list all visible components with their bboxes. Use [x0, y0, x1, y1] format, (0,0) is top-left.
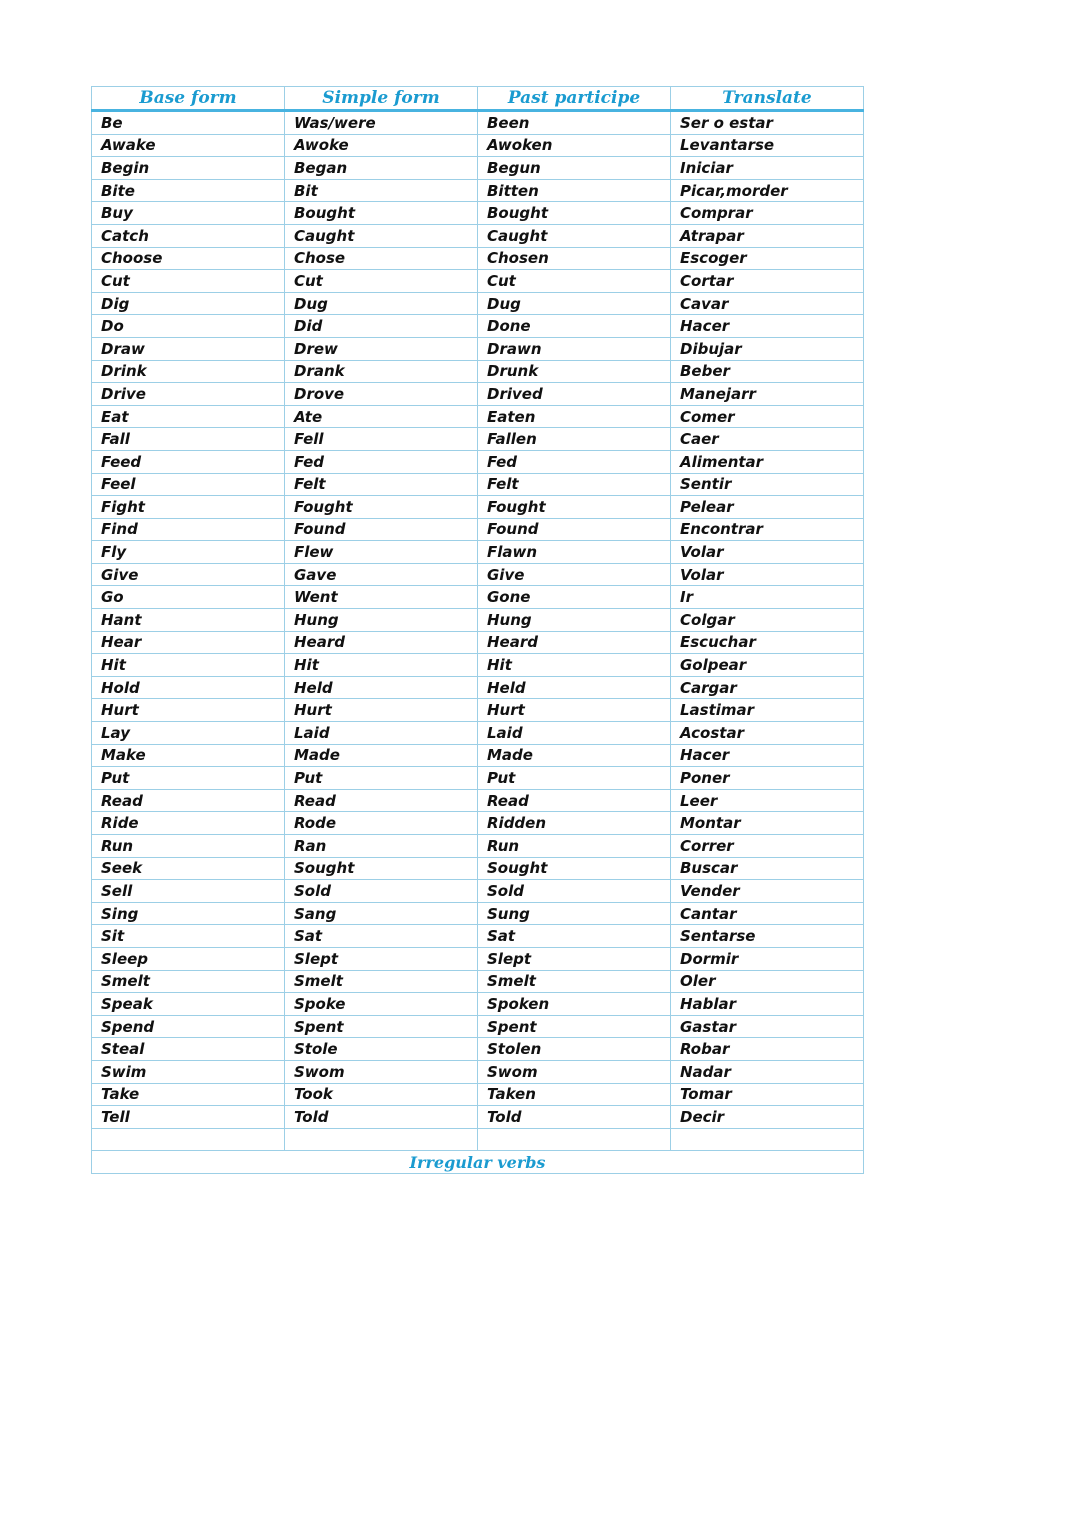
cell-translate: Hablar: [671, 993, 864, 1016]
table-row: [92, 315, 864, 338]
cell-past-participle: Drunk: [478, 360, 671, 383]
cell-past-participle: Smelt: [478, 970, 671, 993]
table-row: [92, 202, 864, 225]
cell-simple-form: Sold: [285, 880, 478, 903]
cell-past-participle: Felt: [478, 473, 671, 496]
cell-simple-form: Began: [285, 157, 478, 180]
cell-translate: Picar,morder: [671, 179, 864, 202]
table-row: [92, 699, 864, 722]
cell-past-participle: Give: [478, 563, 671, 586]
cell-translate: Hacer: [671, 315, 864, 338]
table-row: [92, 157, 864, 180]
cell-translate: Alimentar: [671, 450, 864, 473]
cell-past-participle: Swom: [478, 1060, 671, 1083]
cell-translate: Ir: [671, 586, 864, 609]
cell-past-participle: Ridden: [478, 812, 671, 835]
table-body: [92, 111, 864, 1151]
cell-simple-form: Did: [285, 315, 478, 338]
cell-base-form: Dig: [92, 292, 285, 315]
table-row: [92, 947, 864, 970]
cell-translate: Comer: [671, 405, 864, 428]
cell-simple-form: Stole: [285, 1038, 478, 1061]
cell-base-form: Eat: [92, 405, 285, 428]
cell-translate: Manejarr: [671, 383, 864, 406]
cell-simple-form: Put: [285, 767, 478, 790]
table-row: [92, 518, 864, 541]
cell-translate: Poner: [671, 767, 864, 790]
table-row: [92, 835, 864, 858]
table-row: [92, 1015, 864, 1038]
footer-row: [92, 1151, 864, 1174]
cell-translate: Volar: [671, 541, 864, 564]
table-row: [92, 857, 864, 880]
cell-simple-form: Gave: [285, 563, 478, 586]
table-row: [92, 925, 864, 948]
cell-past-participle: Made: [478, 744, 671, 767]
cell-past-participle: Slept: [478, 947, 671, 970]
cell-past-participle: Sung: [478, 902, 671, 925]
cell-simple-form: Ran: [285, 835, 478, 858]
cell-base-form: Find: [92, 518, 285, 541]
table-row: [92, 767, 864, 790]
table-row: [92, 247, 864, 270]
table-row: [92, 722, 864, 745]
cell-past-participle: Gone: [478, 586, 671, 609]
cell-base-form: Steal: [92, 1038, 285, 1061]
cell-base-form: Drive: [92, 383, 285, 406]
table-footer: [92, 1151, 864, 1174]
cell-past-participle: Hit: [478, 654, 671, 677]
cell-base-form: Sleep: [92, 947, 285, 970]
cell-base-form: Lay: [92, 722, 285, 745]
cell-past-participle: Been: [478, 111, 671, 135]
empty-cell: [671, 1128, 864, 1151]
cell-past-participle: Sold: [478, 880, 671, 903]
cell-translate: Escoger: [671, 247, 864, 270]
cell-simple-form: Bit: [285, 179, 478, 202]
table-row: [92, 428, 864, 451]
cell-translate: Sentarse: [671, 925, 864, 948]
table-row: [92, 609, 864, 632]
cell-translate: Escuchar: [671, 631, 864, 654]
cell-past-participle: Drawn: [478, 337, 671, 360]
cell-translate: Buscar: [671, 857, 864, 880]
cell-base-form: Cut: [92, 270, 285, 293]
cell-base-form: Fight: [92, 496, 285, 519]
cell-translate: Tomar: [671, 1083, 864, 1106]
table-row: [92, 789, 864, 812]
table-row: [92, 880, 864, 903]
cell-simple-form: Awoke: [285, 134, 478, 157]
table-row: [92, 224, 864, 247]
cell-past-participle: Hung: [478, 609, 671, 632]
cell-translate: Encontrar: [671, 518, 864, 541]
cell-past-participle: Taken: [478, 1083, 671, 1106]
cell-simple-form: Rode: [285, 812, 478, 835]
cell-base-form: Feel: [92, 473, 285, 496]
cell-past-participle: Run: [478, 835, 671, 858]
cell-translate: Nadar: [671, 1060, 864, 1083]
cell-base-form: Put: [92, 767, 285, 790]
cell-base-form: Give: [92, 563, 285, 586]
cell-simple-form: Cut: [285, 270, 478, 293]
cell-base-form: Do: [92, 315, 285, 338]
cell-translate: Oler: [671, 970, 864, 993]
cell-simple-form: Chose: [285, 247, 478, 270]
cell-translate: Colgar: [671, 609, 864, 632]
table-row: [92, 993, 864, 1016]
table-row: [92, 337, 864, 360]
cell-simple-form: Spoke: [285, 993, 478, 1016]
cell-base-form: Hant: [92, 609, 285, 632]
cell-past-participle: Laid: [478, 722, 671, 745]
cell-base-form: Begin: [92, 157, 285, 180]
cell-simple-form: Fed: [285, 450, 478, 473]
cell-past-participle: Chosen: [478, 247, 671, 270]
cell-past-participle: Cut: [478, 270, 671, 293]
table-row: [92, 1083, 864, 1106]
table-row: [92, 405, 864, 428]
cell-simple-form: Swom: [285, 1060, 478, 1083]
cell-simple-form: Read: [285, 789, 478, 812]
cell-base-form: Sit: [92, 925, 285, 948]
table-row: [92, 270, 864, 293]
empty-row: [92, 1128, 864, 1151]
cell-translate: Cantar: [671, 902, 864, 925]
cell-translate: Beber: [671, 360, 864, 383]
cell-past-participle: Bought: [478, 202, 671, 225]
cell-translate: Dibujar: [671, 337, 864, 360]
cell-translate: Cavar: [671, 292, 864, 315]
cell-simple-form: Spent: [285, 1015, 478, 1038]
cell-simple-form: Took: [285, 1083, 478, 1106]
cell-past-participle: Caught: [478, 224, 671, 247]
cell-past-participle: Eaten: [478, 405, 671, 428]
cell-simple-form: Went: [285, 586, 478, 609]
cell-past-participle: Flawn: [478, 541, 671, 564]
cell-base-form: Take: [92, 1083, 285, 1106]
cell-simple-form: Drank: [285, 360, 478, 383]
cell-past-participle: Spoken: [478, 993, 671, 1016]
cell-simple-form: Caught: [285, 224, 478, 247]
cell-translate: Atrapar: [671, 224, 864, 247]
cell-simple-form: Sat: [285, 925, 478, 948]
cell-simple-form: Hit: [285, 654, 478, 677]
empty-cell: [478, 1128, 671, 1151]
cell-past-participle: Spent: [478, 1015, 671, 1038]
table-row: [92, 654, 864, 677]
table-row: [92, 902, 864, 925]
cell-simple-form: Told: [285, 1106, 478, 1129]
cell-translate: Robar: [671, 1038, 864, 1061]
table-row: [92, 292, 864, 315]
cell-past-participle: Bitten: [478, 179, 671, 202]
table-row: [92, 496, 864, 519]
table-row: [92, 744, 864, 767]
cell-simple-form: Laid: [285, 722, 478, 745]
cell-past-participle: Dug: [478, 292, 671, 315]
cell-translate: Pelear: [671, 496, 864, 519]
table-row: [92, 812, 864, 835]
cell-base-form: Be: [92, 111, 285, 135]
cell-base-form: Read: [92, 789, 285, 812]
cell-past-participle: Read: [478, 789, 671, 812]
cell-translate: Hacer: [671, 744, 864, 767]
cell-translate: Cargar: [671, 676, 864, 699]
cell-translate: Vender: [671, 880, 864, 903]
cell-past-participle: Told: [478, 1106, 671, 1129]
cell-past-participle: Sought: [478, 857, 671, 880]
cell-simple-form: Sought: [285, 857, 478, 880]
cell-simple-form: Slept: [285, 947, 478, 970]
header-translate: Translate: [671, 87, 864, 111]
table-row: [92, 676, 864, 699]
cell-translate: Correr: [671, 835, 864, 858]
table-row: [92, 360, 864, 383]
cell-base-form: Fly: [92, 541, 285, 564]
table-row: [92, 473, 864, 496]
cell-base-form: Drink: [92, 360, 285, 383]
cell-simple-form: Hurt: [285, 699, 478, 722]
cell-base-form: Smelt: [92, 970, 285, 993]
cell-past-participle: Heard: [478, 631, 671, 654]
cell-simple-form: Heard: [285, 631, 478, 654]
empty-cell: [285, 1128, 478, 1151]
cell-past-participle: Begun: [478, 157, 671, 180]
cell-base-form: Seek: [92, 857, 285, 880]
cell-translate: Dormir: [671, 947, 864, 970]
cell-translate: Montar: [671, 812, 864, 835]
cell-simple-form: Drove: [285, 383, 478, 406]
cell-translate: Acostar: [671, 722, 864, 745]
cell-base-form: Buy: [92, 202, 285, 225]
cell-past-participle: Awoken: [478, 134, 671, 157]
cell-simple-form: Felt: [285, 473, 478, 496]
cell-past-participle: Done: [478, 315, 671, 338]
table-row: [92, 450, 864, 473]
table-row: [92, 134, 864, 157]
table-row: [92, 563, 864, 586]
cell-simple-form: Found: [285, 518, 478, 541]
cell-base-form: Hold: [92, 676, 285, 699]
cell-simple-form: Hung: [285, 609, 478, 632]
header-row: [92, 87, 864, 111]
cell-translate: Iniciar: [671, 157, 864, 180]
cell-translate: Gastar: [671, 1015, 864, 1038]
cell-past-participle: Found: [478, 518, 671, 541]
cell-translate: Golpear: [671, 654, 864, 677]
cell-base-form: Choose: [92, 247, 285, 270]
table-row: [92, 179, 864, 202]
cell-translate: Levantarse: [671, 134, 864, 157]
table-row: [92, 970, 864, 993]
cell-simple-form: Flew: [285, 541, 478, 564]
cell-past-participle: Hurt: [478, 699, 671, 722]
cell-base-form: Feed: [92, 450, 285, 473]
table-header: [92, 87, 864, 111]
cell-simple-form: Bought: [285, 202, 478, 225]
cell-translate: Caer: [671, 428, 864, 451]
cell-translate: Lastimar: [671, 699, 864, 722]
cell-base-form: Tell: [92, 1106, 285, 1129]
cell-base-form: Swim: [92, 1060, 285, 1083]
cell-translate: Cortar: [671, 270, 864, 293]
cell-base-form: Hear: [92, 631, 285, 654]
cell-base-form: Hurt: [92, 699, 285, 722]
empty-cell: [92, 1128, 285, 1151]
cell-base-form: Sell: [92, 880, 285, 903]
irregular-verbs-table: [91, 86, 864, 1174]
cell-base-form: Ride: [92, 812, 285, 835]
header-simple-form: Simple form: [285, 87, 478, 111]
cell-base-form: Sing: [92, 902, 285, 925]
cell-simple-form: Was/were: [285, 111, 478, 135]
cell-past-participle: Drived: [478, 383, 671, 406]
cell-past-participle: Held: [478, 676, 671, 699]
cell-simple-form: Drew: [285, 337, 478, 360]
cell-base-form: Bite: [92, 179, 285, 202]
cell-base-form: Draw: [92, 337, 285, 360]
cell-translate: Sentir: [671, 473, 864, 496]
cell-simple-form: Smelt: [285, 970, 478, 993]
cell-simple-form: Sang: [285, 902, 478, 925]
cell-simple-form: Dug: [285, 292, 478, 315]
cell-base-form: Hit: [92, 654, 285, 677]
cell-past-participle: Stolen: [478, 1038, 671, 1061]
cell-past-participle: Fed: [478, 450, 671, 473]
footer-caption: Irregular verbs: [92, 1151, 864, 1174]
cell-translate: Leer: [671, 789, 864, 812]
cell-translate: Comprar: [671, 202, 864, 225]
cell-past-participle: Fought: [478, 496, 671, 519]
cell-base-form: Awake: [92, 134, 285, 157]
cell-base-form: Run: [92, 835, 285, 858]
header-base-form: Base form: [92, 87, 285, 111]
cell-past-participle: Sat: [478, 925, 671, 948]
table-row: [92, 631, 864, 654]
table-row: [92, 1038, 864, 1061]
cell-past-participle: Put: [478, 767, 671, 790]
table-row: [92, 541, 864, 564]
cell-translate: Volar: [671, 563, 864, 586]
cell-simple-form: Made: [285, 744, 478, 767]
cell-translate: Ser o estar: [671, 111, 864, 135]
cell-base-form: Catch: [92, 224, 285, 247]
cell-base-form: Go: [92, 586, 285, 609]
cell-past-participle: Fallen: [478, 428, 671, 451]
cell-base-form: Fall: [92, 428, 285, 451]
table-row: [92, 586, 864, 609]
cell-base-form: Speak: [92, 993, 285, 1016]
table-row: [92, 1060, 864, 1083]
cell-base-form: Spend: [92, 1015, 285, 1038]
cell-simple-form: Ate: [285, 405, 478, 428]
cell-simple-form: Fell: [285, 428, 478, 451]
header-past-participle: Past participe: [478, 87, 671, 111]
cell-translate: Decir: [671, 1106, 864, 1129]
cell-simple-form: Held: [285, 676, 478, 699]
table-row: [92, 383, 864, 406]
table-row: [92, 111, 864, 135]
cell-simple-form: Fought: [285, 496, 478, 519]
cell-base-form: Make: [92, 744, 285, 767]
table-row: [92, 1106, 864, 1129]
